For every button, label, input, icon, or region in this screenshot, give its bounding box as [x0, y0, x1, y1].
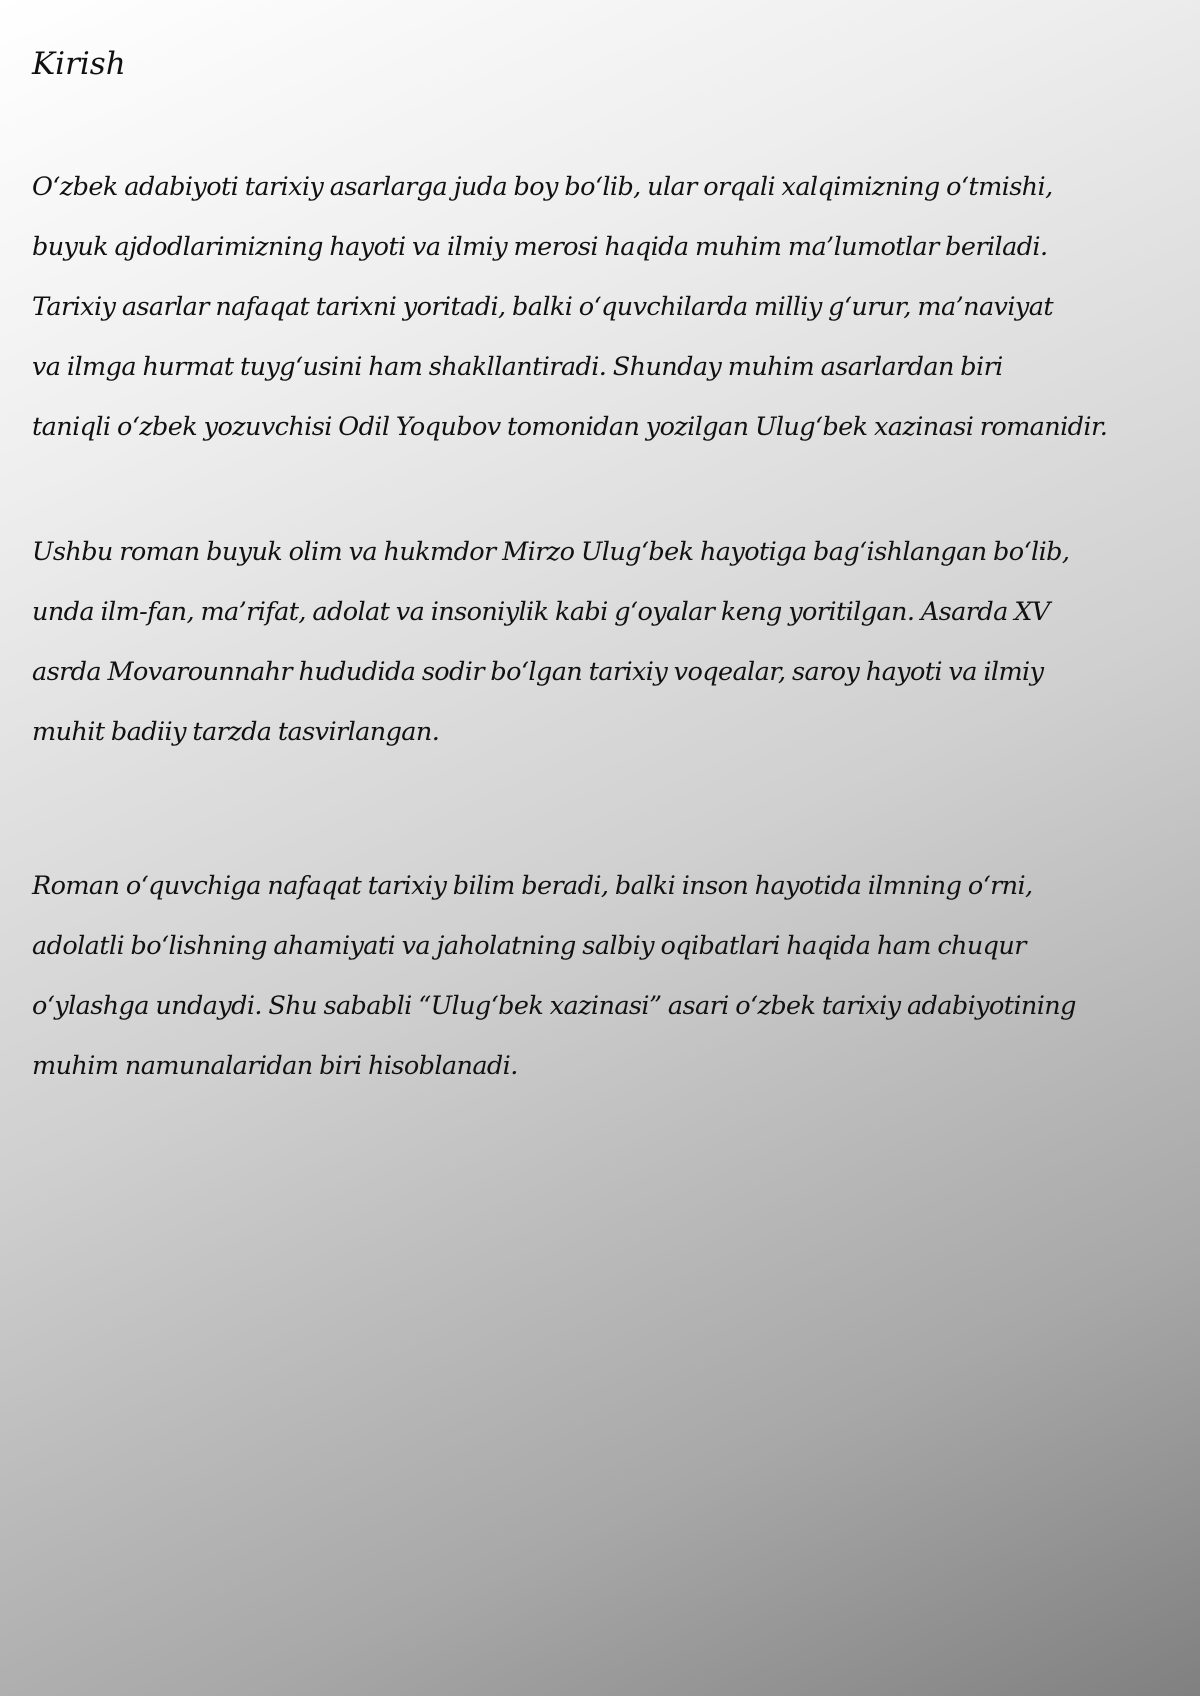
text-line: O‘zbek adabiyoti tarixiy asarlarga juda boy bo‘lib, ular orqali xalqimizning o‘tmishi,: [32, 172, 1053, 202]
text-line: unda ilm-fan, ma’rifat, adolat va insoniylik kabi g‘oyalar keng yoritilgan. Asarda XV: [32, 597, 1050, 627]
document-page: [32, 36, 1178, 1081]
text-line: Tarixiy asarlar nafaqat tarixni yoritadi, balki o‘quvchilarda milliy g‘urur, ma’naviyat: [32, 292, 1053, 322]
text-line: o‘ylashga undaydi. Shu sababli “Ulug‘bek xazinasi” asari o‘zbek tarixiy adabiyotining: [32, 991, 1076, 1021]
document-heading: Kirish: [32, 46, 126, 82]
text-line: adolatli bo‘lishning ahamiyati va jaholatning salbiy oqibatlari haqida ham chuqur: [32, 931, 1026, 961]
paragraph-significance: [32, 856, 1178, 1096]
paragraph-novel-summary: [32, 522, 1178, 762]
text-line: asrda Movarounnahr hududida sodir bo‘lgan tarixiy voqealar, saroy hayoti va ilmiy: [32, 657, 1044, 687]
text-line: taniqli o‘zbek yozuvchisi Odil Yoqubov tomonidan yozilgan Ulug‘bek xazinasi romanidir.: [32, 412, 1108, 442]
paragraph-introduction: [32, 157, 1178, 457]
text-line: muhim namunalaridan biri hisoblanadi.: [32, 1051, 518, 1081]
text-line: va ilmga hurmat tuyg‘usini ham shakllantiradi. Shunday muhim asarlardan biri: [32, 352, 1003, 382]
text-line: Ushbu roman buyuk olim va hukmdor Mirzo Ulug‘bek hayotiga bag‘ishlangan bo‘lib,: [32, 537, 1070, 567]
text-line: Roman o‘quvchiga nafaqat tarixiy bilim beradi, balki inson hayotida ilmning o‘rni,: [32, 871, 1033, 901]
text-line: muhit badiiy tarzda tasvirlangan.: [32, 717, 440, 747]
text-line: buyuk ajdodlarimizning hayoti va ilmiy merosi haqida muhim ma’lumotlar beriladi.: [32, 232, 1048, 262]
